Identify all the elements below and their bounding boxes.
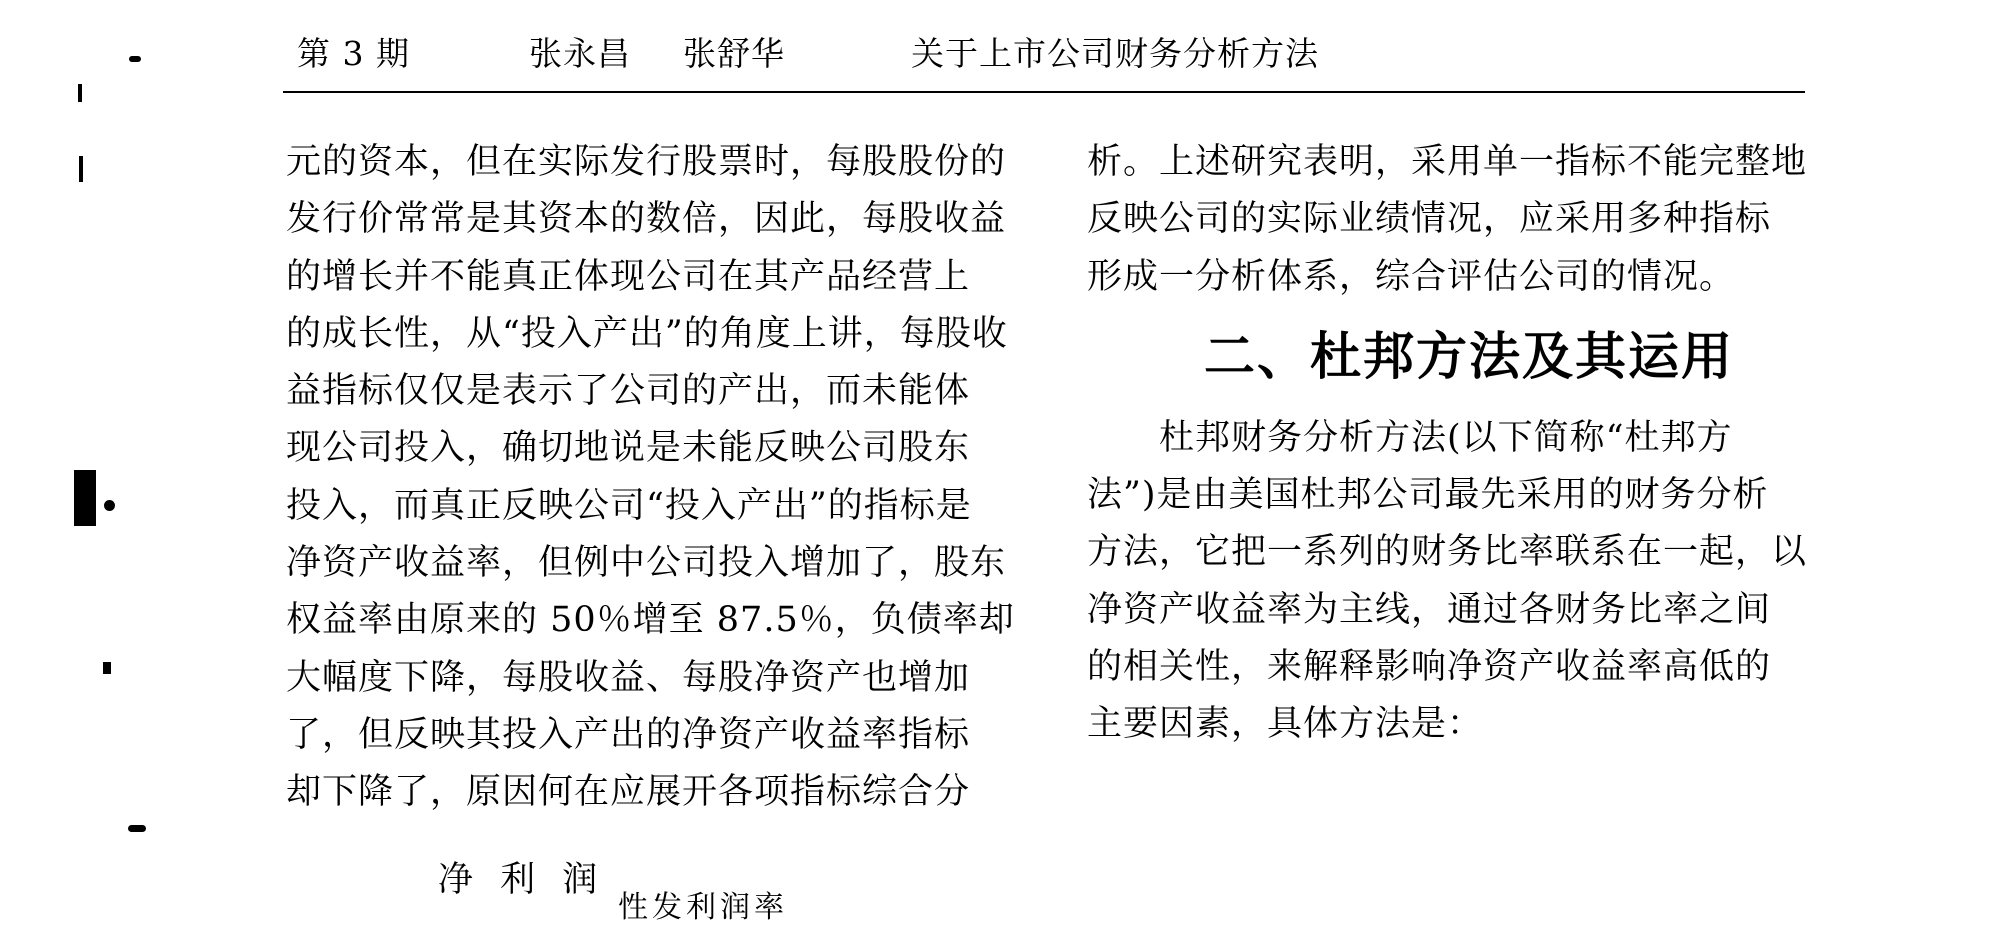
text-line: 元的资本，但在实际发行股票时，每股股份的 [286,142,1007,182]
text-line: 净资产收益率，但例中公司投入增加了，股东 [286,543,1007,584]
author-name: 张永昌 [529,34,631,73]
scan-speck [104,500,115,511]
text-line: 杜邦财务分析方法(以下简称“杜邦方 [1159,417,1733,458]
cut-off-label [618,888,818,925]
scan-binding-mark [74,470,96,526]
text-line: 投入，而真正反映公司“投入产出”的指标是 [286,485,972,526]
header-rule [283,91,1805,93]
formula-label: 净 利 润 [438,860,606,900]
text-line: 净资产收益率为主线，通过各财务比率之间 [1087,589,1772,630]
text-line: 益指标仅仅是表示了公司的产出，而未能体 [286,371,971,412]
text-line: 了，但反映其投入产出的净资产收益率指标 [286,714,971,755]
author-name: 张舒华 [683,34,785,73]
right-column [1087,134,1807,754]
scan-speck [129,56,141,62]
left-column [286,134,1015,822]
text-line: 却下降了，原因何在应展开各项指标综合分 [286,772,971,813]
text-line: 方法，它把一系列的财务比率联系在一起，以 [1087,532,1808,573]
scan-speck [78,84,82,102]
text-line: 法”)是由美国杜邦公司最先采用的财务分析 [1087,475,1769,516]
text-line: 的增长并不能真正体现公司在其产品经营上 [286,256,971,297]
text-line: 权益率由原来的 50％增至 87.5％，负债率却 [286,600,1015,641]
text-line: 大幅度下降，每股收益、每股净资产也增加 [286,657,971,698]
scan-speck [128,825,146,832]
issue-number: 第 3 期 [297,34,410,73]
scan-speck [79,156,83,182]
scan-speck [103,662,111,674]
section-heading: 二、杜邦方法及其运用 [1204,327,1735,387]
text-line: 的成长性，从“投入产出”的角度上讲，每股收 [286,313,1008,354]
text-line: 主要因素，具体方法是： [1087,704,1484,745]
cut-off-label-text: 性发利润率 [618,890,788,925]
text-line: 的相关性，来解释影响净资产收益率高低的 [1087,647,1772,688]
article-title: 关于上市公司财务分析方法 [911,34,1319,73]
text-line: 形成一分析体系，综合评估公司的情况。 [1087,256,1736,297]
text-line: 发行价常常是其资本的数倍，因此，每股收益 [286,199,1007,240]
text-line: 现公司投入，确切地说是未能反映公司股东 [286,428,971,469]
text-line: 析。上述研究表明，采用单一指标不能完整地 [1087,142,1808,182]
text-line: 反映公司的实际业绩情况，应采用多种指标 [1087,199,1772,240]
